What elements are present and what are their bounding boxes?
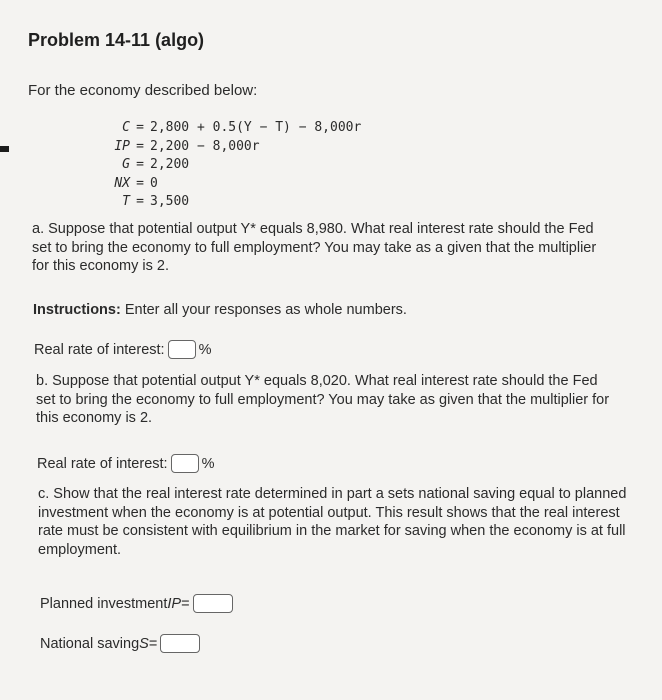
part-b-unit: % xyxy=(201,455,215,472)
planned-investment-equals: = xyxy=(181,595,190,612)
part-a-answer-label: Real rate of interest: xyxy=(34,341,165,358)
equation-equals: = xyxy=(136,157,144,173)
planned-investment-input[interactable] xyxy=(193,594,233,613)
national-saving-row xyxy=(40,634,203,653)
national-saving-label: National saving xyxy=(40,635,140,652)
intro-text: For the economy described below: xyxy=(28,82,258,99)
equation-equals: = xyxy=(136,175,144,191)
equation-row xyxy=(96,175,361,194)
equation-lhs: G xyxy=(122,157,130,173)
national-saving-input[interactable] xyxy=(160,634,200,653)
instructions-text: Enter all your responses as whole numbers. xyxy=(124,302,407,318)
instructions xyxy=(33,302,407,318)
equation-row xyxy=(96,119,361,138)
national-saving-symbol: S xyxy=(139,635,149,652)
equation-rhs: 2,800 + 0.5(Y − T) − 8,000r xyxy=(150,120,362,135)
equation-lhs: C xyxy=(122,120,130,135)
part-a-unit: % xyxy=(198,341,212,358)
equation-row xyxy=(96,156,361,175)
part-a-answer-row xyxy=(34,340,211,359)
equation-rhs: 2,200 xyxy=(150,157,190,173)
equation-rhs: 0 xyxy=(150,175,158,191)
left-edge-marker xyxy=(0,146,9,152)
part-b-question: b. Suppose that potential output Y* equals 8,020. What real interest rate should the Fed set to bring the economy to full employment? You may take as given that the multiplier for this economy is 2. xyxy=(36,373,610,426)
equation-equals: = xyxy=(136,120,144,135)
instructions-label: Instructions: xyxy=(33,302,121,318)
planned-investment-row xyxy=(40,594,236,613)
equation-row xyxy=(96,138,361,157)
part-b-answer-label: Real rate of interest: xyxy=(37,455,168,472)
page-title: Problem 14-11 (algo) xyxy=(28,30,205,50)
part-b-interest-input[interactable] xyxy=(171,454,199,473)
equation-equals: = xyxy=(136,138,144,154)
planned-investment-symbol: IP xyxy=(167,595,182,612)
part-a-interest-input[interactable] xyxy=(168,340,196,359)
planned-investment-label: Planned investment xyxy=(40,595,168,612)
equation-lhs: NX xyxy=(114,175,130,191)
equation-lhs: T xyxy=(122,194,130,210)
national-saving-equals: = xyxy=(148,635,158,652)
equation-rhs: 2,200 − 8,000r xyxy=(150,138,260,154)
equation-row xyxy=(96,193,361,212)
part-c-question: c. Show that the real interest rate determined in part a sets national saving equal to planned investment when the economy is at potential output. This result shows that the real interest rate must be consistent with equilibrium in the market for saving when the economy is at full employment. xyxy=(38,486,627,558)
equation-lhs: IP xyxy=(114,138,130,154)
part-b-answer-row xyxy=(37,454,214,473)
equations-block xyxy=(96,119,361,212)
equation-equals: = xyxy=(136,194,144,210)
part-a-question: a. Suppose that potential output Y* equals 8,980. What real interest rate should the Fed set to bring the economy to full employment? You may take as a given that the multiplier for this economy is 2. xyxy=(32,221,597,274)
equation-rhs: 3,500 xyxy=(150,194,190,210)
